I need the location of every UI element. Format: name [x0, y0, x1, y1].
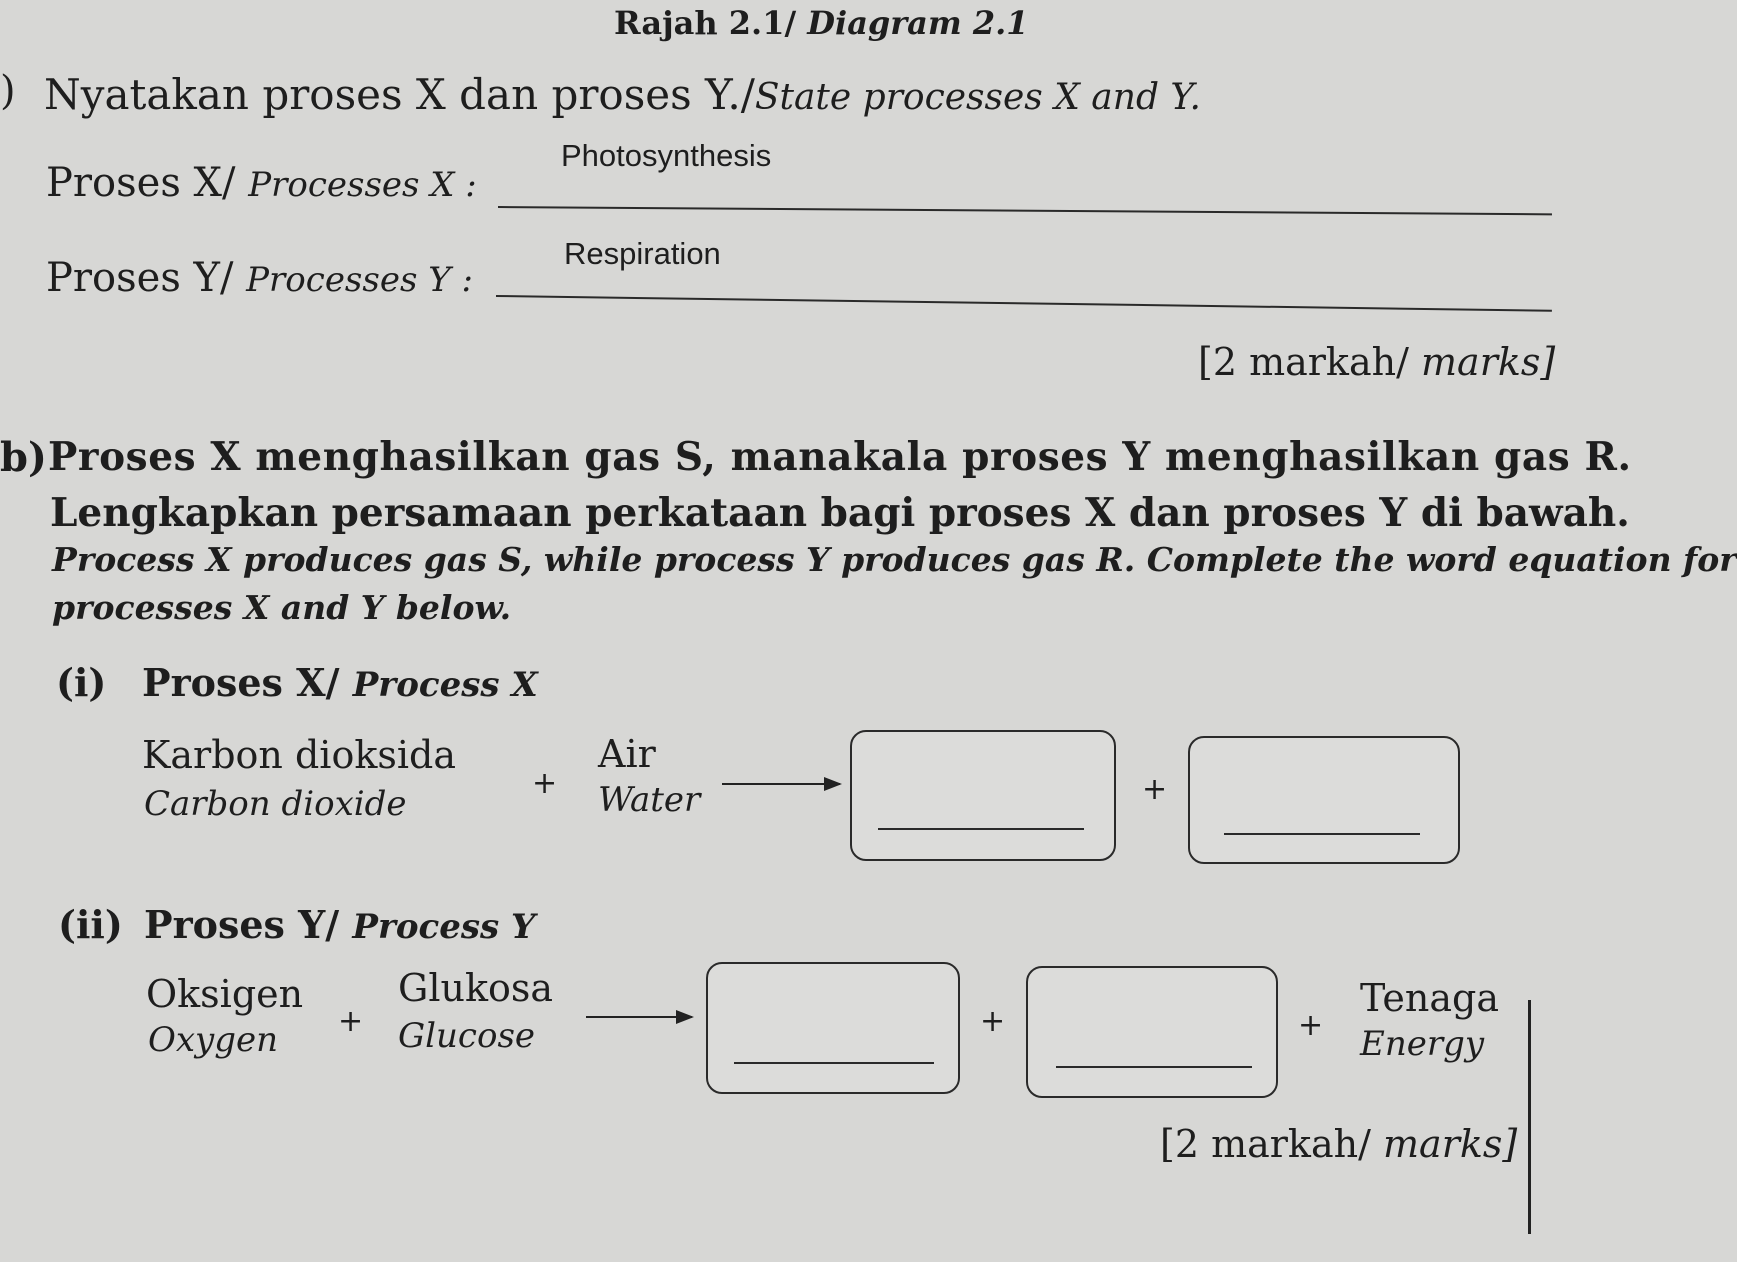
- question-a-text: [44, 70, 1201, 119]
- eq-x-arrow: [722, 783, 840, 785]
- eq-x-plus-1: +: [532, 766, 558, 801]
- process-y-answer[interactable]: Respiration: [564, 236, 721, 271]
- marks-b-malay: [2 markah/: [1160, 1122, 1371, 1166]
- process-y-label-english: Processes Y :: [246, 260, 473, 300]
- eq-y-product1-blank: [734, 1062, 934, 1064]
- caption-english: Diagram 2.1: [807, 4, 1029, 42]
- eq-y-product3-english: Energy: [1360, 1024, 1485, 1064]
- sub-i-title-malay: Proses X/: [142, 660, 340, 705]
- eq-y-plus-1: +: [338, 1004, 364, 1039]
- eq-x-product2-blank: [1224, 833, 1420, 835]
- process-y-answer-line: [496, 295, 1552, 312]
- eq-x-reactant1-english: Carbon dioxide: [144, 784, 407, 824]
- eq-y-product3-malay: Tenaga: [1360, 976, 1499, 1020]
- eq-y-product2-box[interactable]: [1026, 966, 1278, 1098]
- eq-y-plus-3: +: [1298, 1008, 1324, 1043]
- eq-y-reactant1-english: Oxygen: [148, 1020, 279, 1060]
- marks-a-english: marks]: [1421, 340, 1556, 384]
- question-a-english: State processes X and Y.: [754, 77, 1201, 118]
- sub-ii-title: [144, 902, 535, 947]
- process-y-label-malay: Proses Y/: [46, 255, 234, 301]
- process-x-answer-line: [498, 206, 1552, 215]
- process-x-answer[interactable]: Photosynthesis: [561, 138, 772, 173]
- eq-y-reactant2-malay: Glukosa: [398, 966, 554, 1010]
- process-x-label-english: Processes X :: [248, 165, 477, 205]
- marks-a: [1198, 340, 1555, 384]
- eq-y-reactant1-malay: Oksigen: [146, 972, 304, 1016]
- question-b-line4: processes X and Y below.: [52, 588, 512, 627]
- eq-y-product2-blank: [1056, 1066, 1252, 1068]
- eq-y-product1-box[interactable]: [706, 962, 960, 1094]
- eq-x-product2-box[interactable]: [1188, 736, 1460, 864]
- diagram-caption: [614, 4, 1029, 42]
- process-x-label: [46, 160, 477, 206]
- question-a-malay: Nyatakan proses X dan proses Y./: [44, 70, 755, 119]
- sub-i-label: (i): [56, 660, 107, 705]
- process-y-label: [46, 255, 473, 301]
- eq-x-product1-box[interactable]: [850, 730, 1116, 861]
- sub-ii-label: (ii): [58, 902, 123, 947]
- question-b-label: b): [0, 434, 47, 481]
- eq-y-plus-2: +: [980, 1004, 1006, 1039]
- question-a-label: ): [0, 68, 16, 114]
- question-b-line2: Lengkapkan persamaan perkataan bagi proses X dan proses Y di bawah.: [50, 490, 1630, 536]
- marks-a-malay: [2 markah/: [1198, 340, 1409, 384]
- page-margin-rule: [1528, 1000, 1531, 1234]
- eq-x-reactant1-malay: Karbon dioksida: [142, 733, 456, 777]
- sub-ii-title-malay: Proses Y/: [144, 902, 340, 947]
- eq-x-product1-blank: [878, 828, 1084, 830]
- eq-y-reactant2-english: Glucose: [398, 1016, 536, 1056]
- marks-b: [1160, 1122, 1517, 1166]
- eq-x-reactant2-malay: Air: [598, 732, 656, 776]
- eq-y-arrow: [586, 1016, 692, 1018]
- question-b-line3: Process X produces gas S, while process Y produces gas R. Complete the word equation for: [52, 540, 1737, 579]
- eq-x-plus-2: +: [1142, 772, 1168, 807]
- sub-i-title-english: Process X: [352, 665, 538, 705]
- eq-x-reactant2-english: Water: [598, 780, 701, 820]
- caption-malay: Rajah 2.1/: [614, 4, 797, 42]
- sub-i-title: [142, 660, 538, 705]
- marks-b-english: marks]: [1383, 1122, 1518, 1166]
- process-x-label-malay: Proses X/: [46, 160, 236, 206]
- sub-ii-title-english: Process Y: [352, 907, 536, 947]
- question-b-line1: Proses X menghasilkan gas S, manakala proses Y menghasilkan gas R.: [48, 434, 1632, 480]
